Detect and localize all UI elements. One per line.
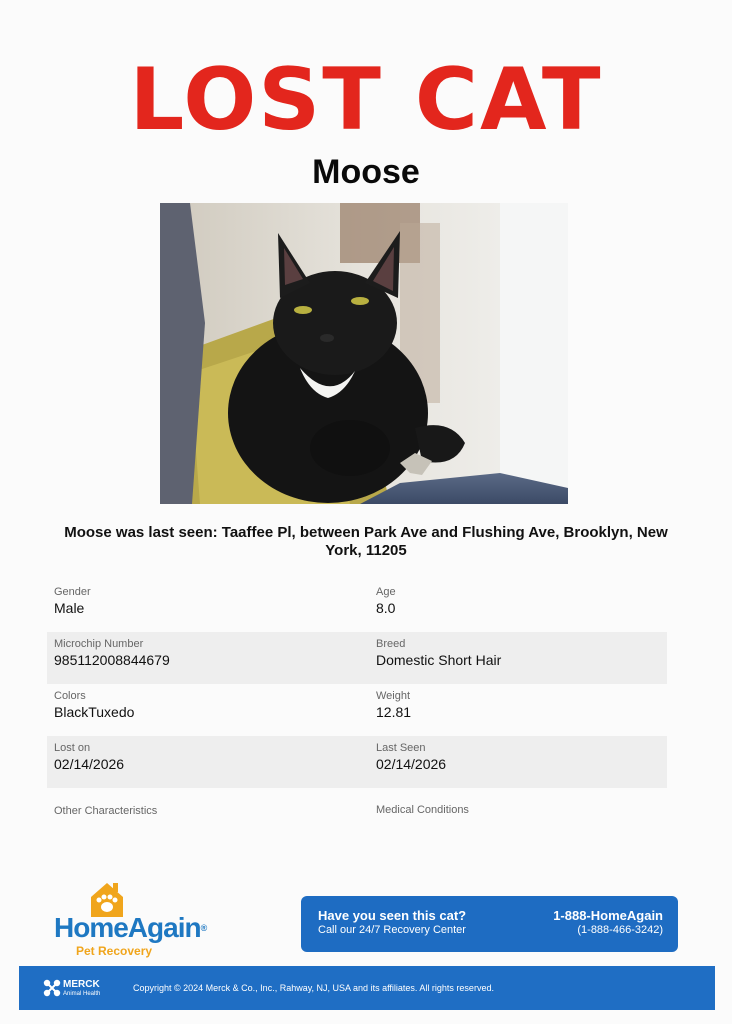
- lost-on-field: [47, 741, 370, 788]
- details-row: [47, 736, 667, 788]
- breed-field: [370, 637, 667, 684]
- colors-value: BlackTuxedo: [54, 704, 135, 720]
- recovery-callout: [301, 896, 678, 952]
- colors-label: Colors: [54, 690, 86, 702]
- merck-logo-icon: [43, 979, 61, 997]
- brand-name: [54, 912, 206, 944]
- weight-label: Weight: [376, 690, 411, 702]
- phone-link[interactable]: 1-888-HomeAgain: [553, 908, 663, 923]
- last-seen-text: Moose was last seen: Taaffee Pl, between Park Ave and Flushing Ave, Brooklyn, New York, 11205: [64, 524, 668, 559]
- age-value: 8.0: [376, 600, 396, 616]
- weight-value: 12.81: [376, 704, 412, 720]
- lost-on-label: Lost on: [54, 742, 91, 754]
- pet-photo: [160, 203, 568, 504]
- brand-text: HomeAgain: [54, 912, 201, 943]
- callout-question: Have you seen this cat?: [318, 908, 467, 923]
- details-row: [47, 580, 667, 632]
- registered-mark: ®: [200, 923, 207, 933]
- gender-label: Gender: [54, 586, 91, 598]
- medical-conditions-label: Medical Conditions: [376, 804, 469, 816]
- cat-photo-illustration: [160, 203, 568, 504]
- microchip-label: Microchip Number: [54, 638, 144, 650]
- microchip-field: [47, 637, 370, 684]
- homeagain-logo: [52, 876, 222, 962]
- other-characteristics-label: Other Characteristics: [54, 805, 158, 817]
- callout-subtext: Call our 24/7 Recovery Center: [318, 924, 466, 936]
- details-row: [47, 788, 667, 840]
- details-row: [47, 632, 667, 684]
- brand-subtitle: Pet Recovery: [76, 944, 153, 958]
- colors-field: [47, 689, 370, 736]
- merck-name: MERCK: [63, 979, 100, 990]
- last-seen-date-value: 02/14/2026: [376, 756, 447, 772]
- headline: LOST CAT: [129, 50, 603, 150]
- details-table: [47, 580, 667, 840]
- medical-conditions-field: [370, 793, 667, 840]
- phone-numeric[interactable]: (1-888-466-3242): [577, 924, 663, 936]
- lost-on-value: 02/14/2026: [54, 756, 125, 772]
- other-characteristics-field: [47, 793, 370, 840]
- copyright-text: Copyright © 2024 Merck & Co., Inc., Rahway, NJ, USA and its affiliates. All rights reserved.: [133, 983, 494, 993]
- weight-field: [370, 689, 667, 736]
- breed-value: Domestic Short Hair: [376, 652, 502, 668]
- merck-subtitle: Animal Health: [63, 991, 101, 997]
- last-seen-date-field: [370, 741, 667, 788]
- details-row: [47, 684, 667, 736]
- age-field: [370, 585, 667, 632]
- microchip-value: 985112008844679: [54, 652, 170, 668]
- footer: [19, 966, 715, 1010]
- age-label: Age: [376, 586, 396, 598]
- breed-label: Breed: [376, 638, 406, 650]
- gender-value: Male: [54, 600, 85, 616]
- last-seen-date-label: Last Seen: [376, 742, 426, 754]
- gender-field: [47, 585, 370, 632]
- pet-name: Moose: [312, 153, 420, 191]
